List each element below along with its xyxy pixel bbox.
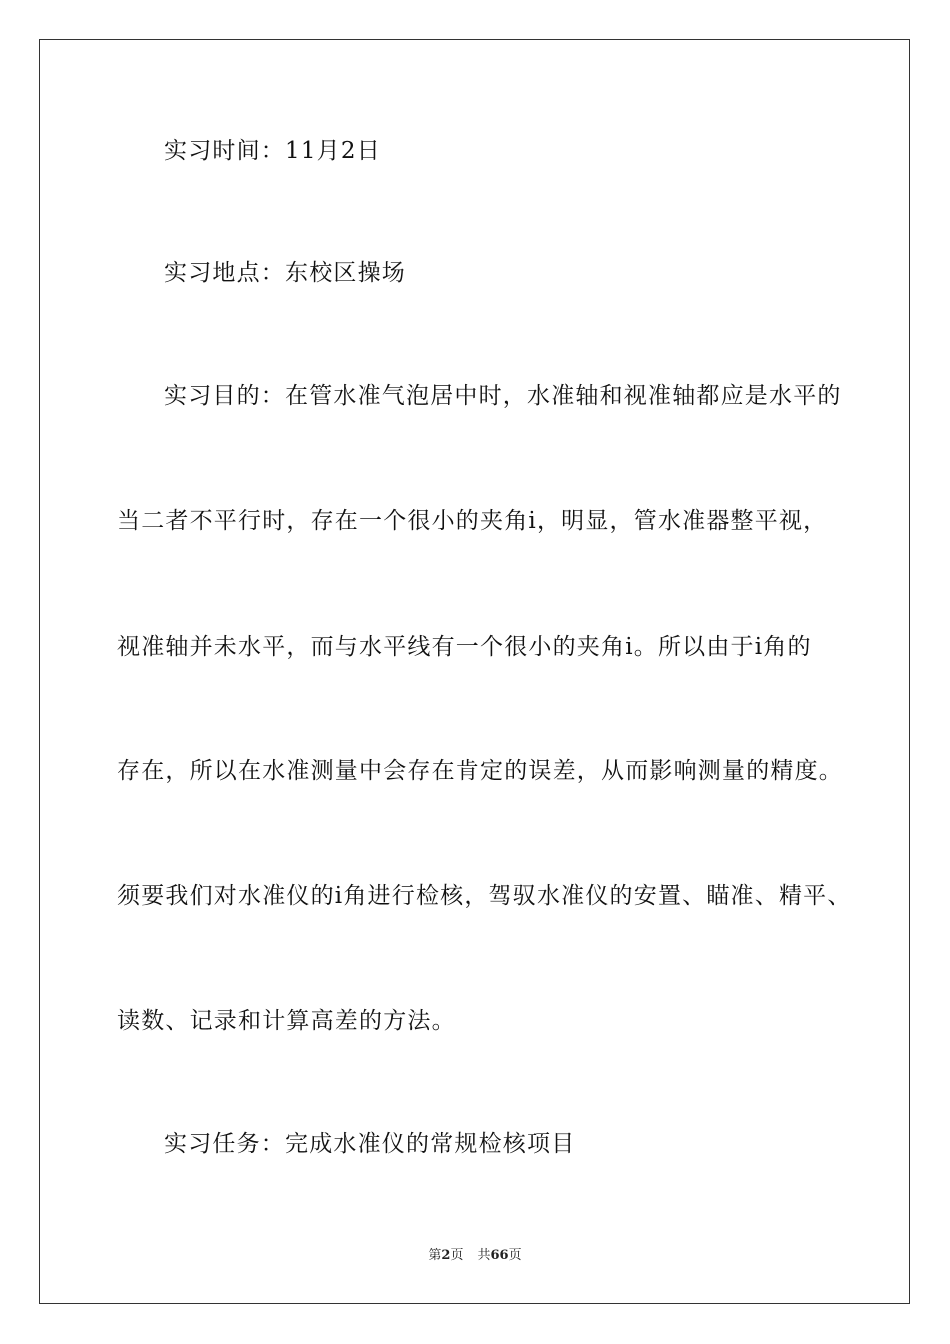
practice-location-line: 实习地点：东校区操场 bbox=[164, 260, 406, 286]
paragraph-line: 视准轴并未水平，而与水平线有一个很小的夹角i。所以由于i角的 bbox=[117, 634, 812, 660]
total-pages: 66 bbox=[490, 1248, 509, 1263]
paragraph-line: 须要我们对水准仪的i角进行检核，驾驭水准仪的安置、瞄准、精平、 bbox=[117, 883, 852, 909]
total-suffix: 页 bbox=[508, 1248, 522, 1263]
page-suffix: 页 bbox=[450, 1248, 464, 1263]
paragraph-line: 读数、记录和计算高差的方法。 bbox=[117, 1008, 456, 1034]
paragraph-line: 存在，所以在水准测量中会存在肯定的误差，从而影响测量的精度。 bbox=[117, 758, 843, 784]
page-border bbox=[39, 39, 910, 1304]
total-prefix: 共 bbox=[477, 1248, 491, 1263]
page-number: 2 bbox=[441, 1248, 451, 1263]
practice-time-line: 实习时间：11月2日 bbox=[164, 138, 381, 164]
practice-task-line: 实习任务：完成水准仪的常规检核项目 bbox=[164, 1131, 576, 1157]
page-footer bbox=[0, 1247, 950, 1265]
paragraph-line: 当二者不平行时，存在一个很小的夹角i，明显，管水准器整平视， bbox=[117, 508, 828, 534]
page-prefix: 第 bbox=[428, 1248, 442, 1263]
practice-purpose-line: 实习目的：在管水准气泡居中时，水准轴和视准轴都应是水平的 bbox=[164, 383, 842, 409]
